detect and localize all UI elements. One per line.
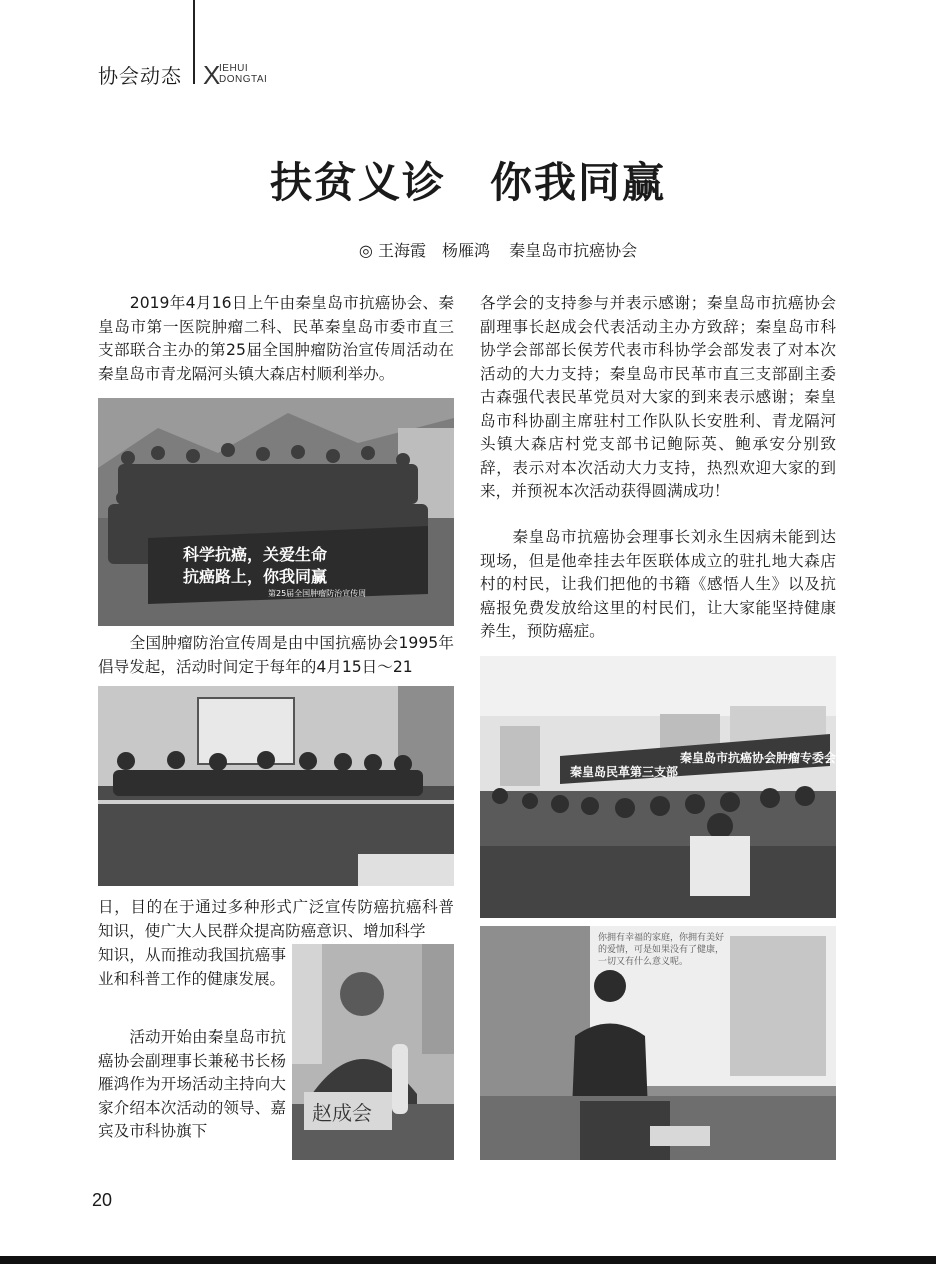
- section-title: 协会动态: [98, 64, 182, 88]
- pinyin-initial: X: [203, 60, 221, 90]
- paragraph-intro: 2019年4月16日上午由秦皇岛市抗癌协会、秦皇岛市第一医院肿瘤二科、民革秦皇岛市委市直三支部联合主办的第25届全国肿瘤防治宣传周活动在秦皇岛市青龙隔河头镇大森店村顺利举办。: [98, 294, 454, 383]
- paragraph-thanks: 各学会的支持参与并表示感谢；秦皇岛市抗癌协会副理事长赵成会代表活动主办方致辞；秦皇岛市科协学会部部长侯芳代表市科协学会部发表了对本次活动的大力支持；秦皇岛市民革市直三支部副主委古森强代表民革党员对大家的到来表示感谢；秦皇岛市科协副主席驻村工作队队长安胜利、青龙隔河头镇大森店村党支部书记鲍际英、鲍承安分别致辞，表示对本次活动大力支持，热烈欢迎大家的到来，并预祝本次活动获得圆满成功！: [480, 294, 836, 500]
- name-plate-text: 赵成会: [312, 1101, 372, 1125]
- banner-subtitle: 第25届全国肿瘤防治宣传周: [268, 589, 367, 598]
- speaker-photo: [292, 944, 454, 1160]
- banner-line-2: 抗癌路上，你我同赢: [183, 567, 328, 586]
- article-title: 扶贫义诊 你我同赢: [269, 158, 666, 207]
- panel-photo: [98, 686, 454, 886]
- pinyin-line-1: IEHUI: [219, 63, 249, 74]
- paragraph-week-purpose: 日，目的在于通过多种形式广泛宣传防癌抗癌科普知识，使广大人民群众提高防癌意识、增加科学: [98, 898, 454, 940]
- banner-line-1: 科学抗癌，关爱生命: [183, 545, 328, 564]
- meeting-photo: [480, 656, 836, 918]
- presentation-screen-text: 你拥有幸福的家庭，你拥有美好的爱情，可是如果没有了健康，一切又有什么意义呢。: [598, 933, 725, 967]
- paragraph-week-intro: 全国肿瘤防治宣传周是由中国抗癌协会1995年倡导发起，活动时间定于每年的4月15日～21: [98, 634, 454, 676]
- page-number: 20: [92, 1190, 113, 1210]
- paragraph-opening: 活动开始由秦皇岛市抗癌协会副理事长兼秘书长杨雁鸿作为开场活动主持向大家介绍本次活动的领导、嘉宾及市科协旗下: [98, 1028, 286, 1140]
- paragraph-week-goal: 知识，从而推动我国抗癌事业和科普工作的健康发展。: [98, 946, 286, 988]
- header-divider-line: [193, 0, 195, 84]
- pinyin-line-2: DONGTAI: [219, 74, 268, 85]
- lecturer-photo: [480, 926, 836, 1160]
- meeting-banner-left: 秦皇岛民革第三支部: [570, 765, 679, 779]
- group-photo: [98, 398, 454, 626]
- paragraph-books: 秦皇岛市抗癌协会理事长刘永生因病未能到达现场，但是他牵挂去年医联体成立的驻扎地大森店村的村民，让我们把他的书籍《感悟人生》以及抗癌报免费发放给这里的村民们，让大家能坚持健康养生，预防癌症。: [480, 528, 836, 640]
- meeting-banner-right: 秦皇岛市抗癌协会肿瘤专委会: [680, 751, 836, 765]
- footer-rule: [0, 1256, 936, 1264]
- byline-org: 秦皇岛市抗癌协会: [509, 241, 638, 260]
- byline-authors: 王海霞 杨雁鸿: [377, 241, 490, 260]
- article-byline: [0, 238, 936, 261]
- byline-mark: ◎: [358, 241, 373, 260]
